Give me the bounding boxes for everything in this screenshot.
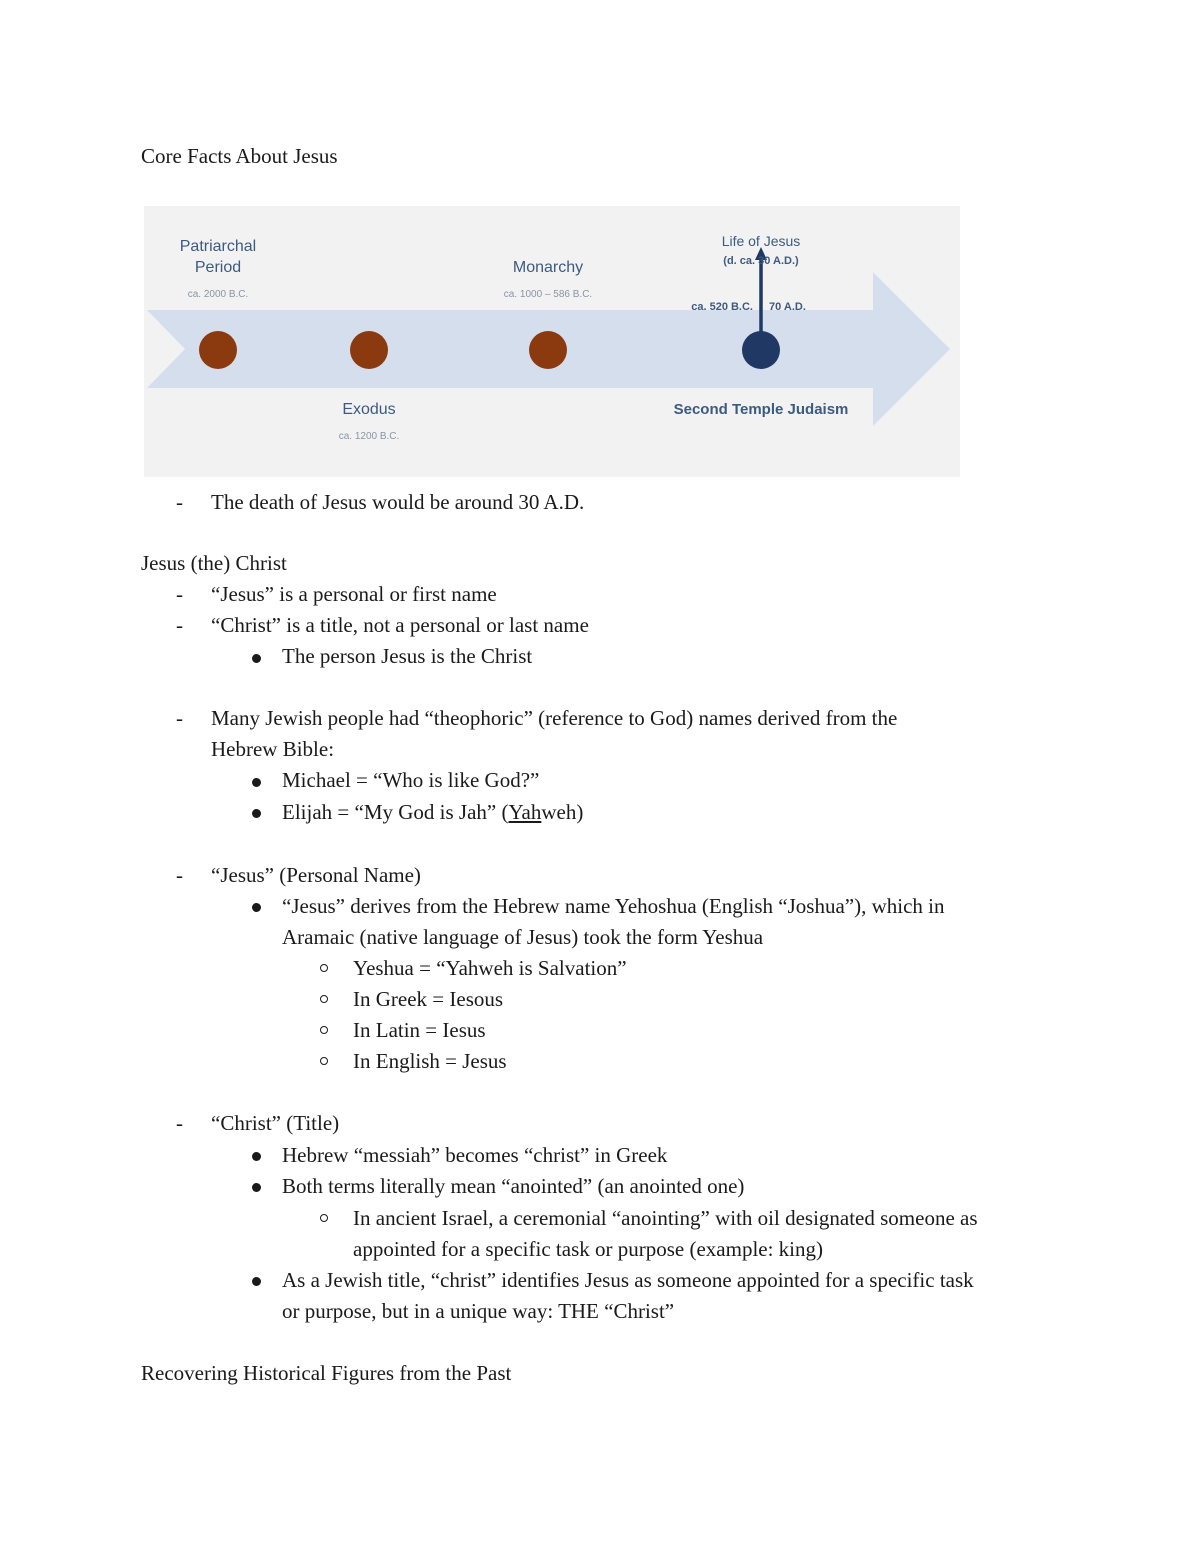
list-item: “Christ” is a title, not a personal or last name [211,613,589,637]
list-item-continued: appointed for a specific task or purpose (example: king) [353,1237,824,1261]
list-item: Yeshua = “Yahweh is Salvation” [353,956,627,980]
list-item: In English = Jesus [353,1049,507,1073]
list-item: In ancient Israel, a ceremonial “anointing” with oil designated someone as [353,1206,978,1230]
second-temple-date-start: ca. 520 B.C. [691,301,753,313]
heading-core-facts: Core Facts About Jesus [141,144,338,168]
list-item: “Christ” (Title) [211,1111,340,1135]
list-item-continued: Aramaic (native language of Jesus) took the form Yeshua [282,925,764,949]
heading-jesus-the-christ: Jesus (the) Christ [141,551,287,575]
patriarchal-dot [199,331,237,369]
circle-bullet-icon [320,1057,328,1065]
circle-bullet-icon [320,1214,328,1222]
list-item: “Jesus” is a personal or first name [211,582,497,606]
bullet-icon [252,778,261,787]
list-item: In Greek = Iesous [353,987,504,1011]
death-note: The death of Jesus would be around 30 A.D. [211,490,585,514]
monarchy-date: ca. 1000 – 586 B.C. [503,289,593,300]
monarchy-dot [529,331,567,369]
life-of-jesus-label: Life of Jesus [721,233,801,249]
dash-marker: - [176,582,183,606]
bullet-icon [252,1277,261,1286]
bullet-icon [252,1152,261,1161]
monarchy-label: Monarchy [512,259,584,276]
bullet-icon [252,654,261,663]
dash-marker: - [176,613,183,637]
dash-marker: - [176,490,183,514]
elijah-underlined: Yah [508,800,542,824]
second-temple-label: Second Temple Judaism [673,401,849,418]
list-item: Hebrew “messiah” becomes “christ” in Greek [282,1143,668,1167]
heading-recovering-historical-figures: Recovering Historical Figures from the Past [141,1361,512,1385]
patriarchal-date: ca. 2000 B.C. [187,289,249,300]
elijah-prefix: Elijah = “My God is Jah” ( [282,800,509,824]
list-item-continued: or purpose, but in a unique way: THE “Christ” [282,1299,675,1323]
list-item-continued: Hebrew Bible: [211,737,335,761]
list-item: The person Jesus is the Christ [282,644,533,668]
list-item: Michael = “Who is like God?” [282,768,540,792]
circle-bullet-icon [320,995,328,1003]
list-item [282,798,583,826]
list-item: “Jesus” (Personal Name) [211,863,421,887]
list-item: As a Jewish title, “christ” identifies Jesus as someone appointed for a specific task [282,1268,974,1292]
list-item: Both terms literally mean “anointed” (an anointed one) [282,1174,745,1198]
dash-marker: - [176,1111,183,1135]
dash-marker: - [176,863,183,887]
list-item: In Latin = Iesus [353,1018,486,1042]
patriarchal-label-line2: Period [194,259,242,276]
exodus-date: ca. 1200 B.C. [338,431,400,442]
elijah-suffix: weh) [541,800,584,824]
list-item: “Jesus” derives from the Hebrew name Yehoshua (English “Joshua”), which in [282,894,945,918]
circle-bullet-icon [320,964,328,972]
bullet-icon [252,1183,261,1192]
dash-marker: - [176,706,183,730]
timeline-figure [144,206,960,477]
bullet-icon [252,809,261,818]
list-item: Many Jewish people had “theophoric” (reference to God) names derived from the [211,706,898,730]
exodus-dot [350,331,388,369]
circle-bullet-icon [320,1026,328,1034]
exodus-label: Exodus [342,401,396,418]
second-temple-date-end: 70 A.D. [769,301,806,313]
bullet-icon [252,903,261,912]
life-of-jesus-date: (d. ca. 30 A.D.) [723,255,799,267]
patriarchal-label-line1: Patriarchal [179,238,257,255]
